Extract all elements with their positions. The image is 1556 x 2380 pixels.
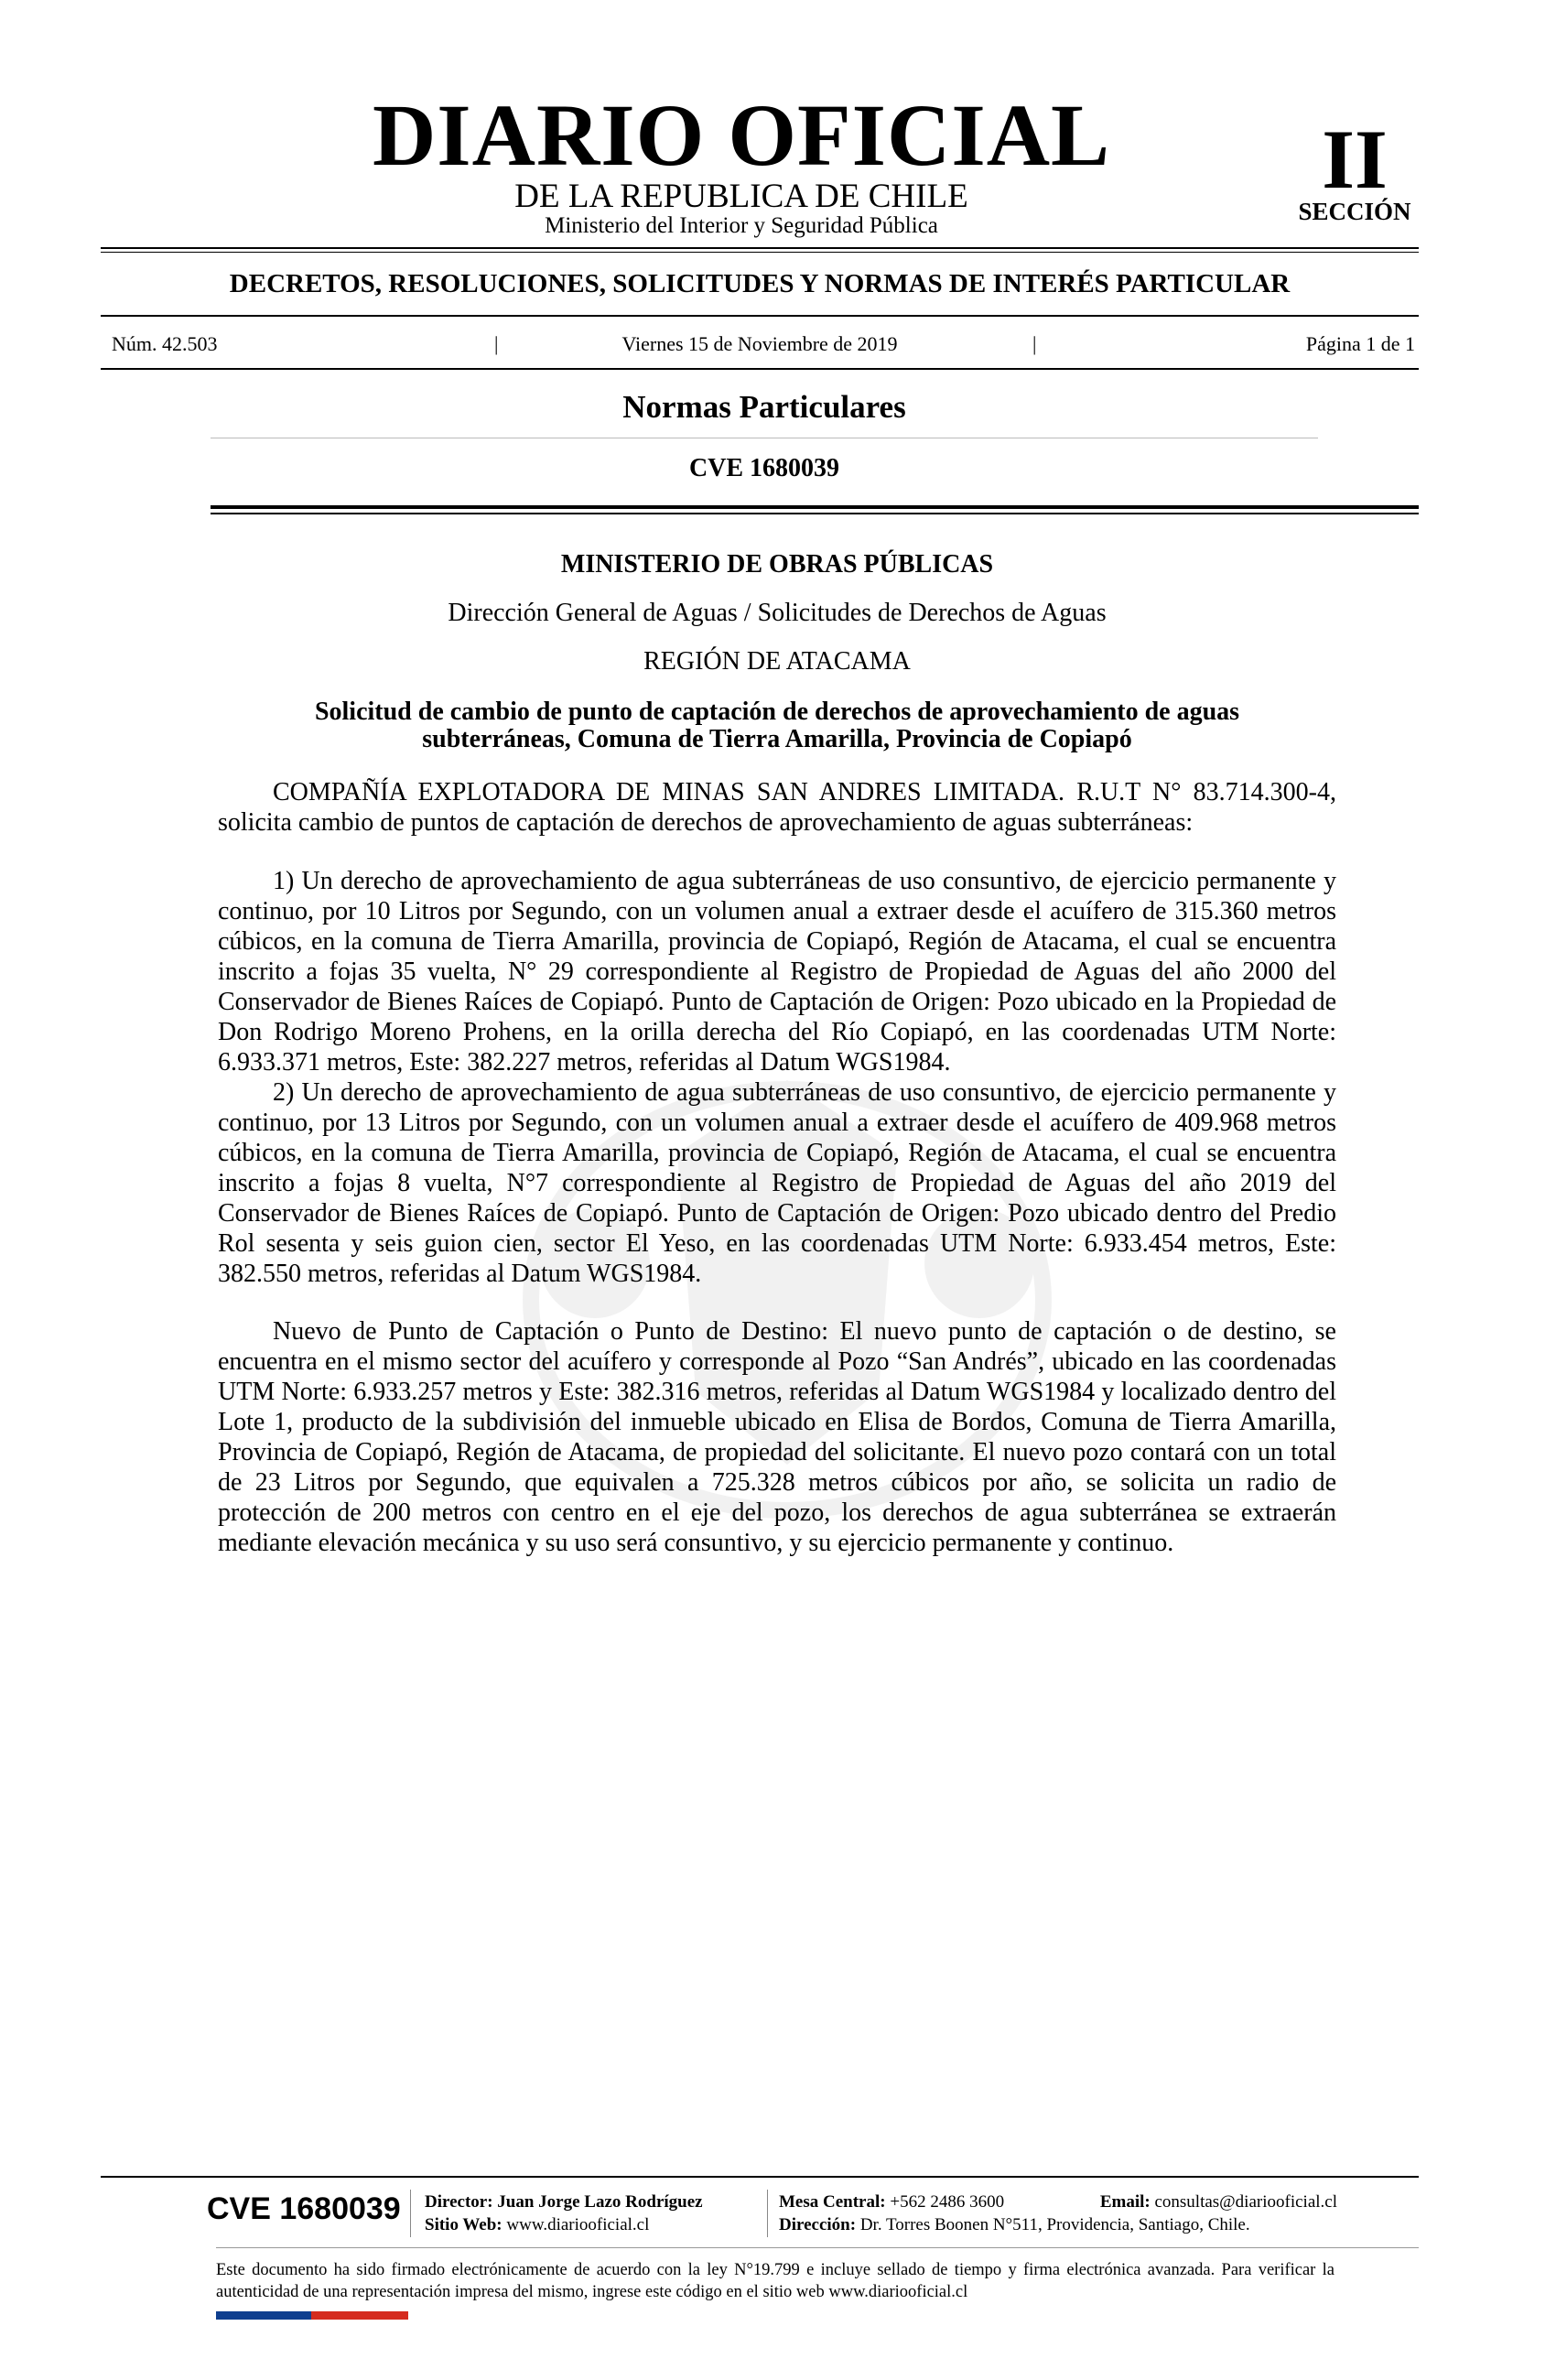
email-label: Email:	[1099, 2192, 1151, 2212]
flag-stripe-blue	[216, 2311, 311, 2320]
thick-rule	[211, 505, 1419, 509]
issue-date: Viernes 15 de Noviembre de 2019	[621, 332, 898, 355]
phone-number: +562 2486 3600	[890, 2192, 1005, 2212]
document-ministry: MINISTERIO DE OBRAS PÚBLICAS	[560, 550, 994, 579]
footer-note-rule	[216, 2247, 1419, 2248]
address-text: Dr. Torres Boonen N°511, Providencia, Santiago, Chile.	[859, 2215, 1250, 2234]
footer-cve: CVE 1680039	[207, 2191, 401, 2226]
meta-separator-left: |	[494, 332, 499, 355]
publisher-ministry: Ministerio del Interior y Seguridad Pública	[545, 213, 938, 238]
signature-notice: Este documento ha sido firmado electrónicamente de acuerdo con la ley N°19.799 e incluye sellado de tiempo y firma electrónica avanzada. Para verificar la autenticidad de una representación impresa del mismo, ingrese este código en el sitio web www.diariooficial.cl	[216, 2261, 1334, 2301]
meta-rule	[101, 368, 1419, 370]
band-rule	[101, 315, 1419, 317]
flag-stripe-red	[311, 2311, 408, 2320]
document-title: Solicitud de cambio de punto de captación de derechos de aprovechamiento de aguas subterráneas, Comuna de Tierra Amarilla, Provincia de Copiapó	[314, 698, 1240, 753]
header-rule-2	[101, 252, 1419, 253]
water-right-2: 2) Un derecho de aprovechamiento de agua subterráneas de uso consuntivo, de ejercicio permanente y continuo, por 13 Litros por Segundo, con un volumen anual a extraer desde el acuífero de 409.968 metros cúbicos, en la comuna de Tierra Amarilla, provincia de Copiapó, Región de Atacama, el cual se encuentra inscrito a fojas 8 vuelta, N°7 correspondiente al Registro de Propiedad de Aguas del año 2019 del Conservador de Bienes Raíces de Copiapó. Punto de Captación de Origen: Pozo ubicado dentro del Predio Rol sesenta y seis guion cien, sector El Yeso, en las coordenadas UTM Norte: 6.933.454 metros, Este: 382.550 metros, referidas al Datum WGS1984.	[218, 1078, 1336, 1288]
section-label: SECCIÓN	[1298, 198, 1411, 225]
footer-divider-2	[767, 2190, 768, 2237]
section-heading: Normas Particulares	[622, 389, 906, 425]
page-indicator: Página 1 de 1	[1305, 332, 1415, 355]
website-label: Sitio Web:	[425, 2215, 502, 2234]
footer-director-block	[425, 2191, 703, 2236]
director-label: Director:	[425, 2192, 493, 2212]
phone-label: Mesa Central:	[779, 2192, 886, 2212]
destination-paragraph: Nuevo de Punto de Captación o Punto de Destino: El nuevo punto de captación o de destino, se encuentra en el mismo sector del acuífero y corresponde al Pozo “San Andrés”, ubicado en las coordenadas UTM Norte: 6.933.257 metros y Este: 382.316 metros, referidas al Datum WGS1984 y localizado dentro del Lote 1, producto de la subdivisión del inmueble ubicado en Elisa de Bordos, Comuna de Tierra Amarilla, Provincia de Copiapó, Región de Atacama, de propiedad del solicitante. El nuevo pozo contará con un total de 23 Litros por Segundo, que equivalen a 725.328 metros cúbicos por año, se solicita un radio de protección de 200 metros con centro en el eje del pozo, los derechos de agua subterránea se extraerán mediante elevación mecánica y su uso será consuntivo, y su ejercicio permanente y continuo.	[218, 1317, 1336, 1557]
footer-divider-1	[410, 2190, 411, 2237]
water-right-1: 1) Un derecho de aprovechamiento de agua subterráneas de uso consuntivo, de ejercicio permanente y continuo, por 10 Litros por Segundo, con un volumen anual a extraer desde el acuífero de 315.360 metros cúbicos, en la comuna de Tierra Amarilla, provincia de Copiapó, Región de Atacama, el cual se encuentra inscrito a fojas 35 vuelta, N° 29 correspondiente al Registro de Propiedad de Aguas del año 2000 del Conservador de Bienes Raíces de Copiapó. Punto de Captación de Origen: Pozo ubicado en la Propiedad de Don Rodrigo Moreno Prohens, en la orilla derecha del Río Copiapó, en las coordenadas UTM Norte: 6.933.371 metros, Este: 382.227 metros, referidas al Datum WGS1984.	[218, 867, 1336, 1076]
email-link[interactable]: consultas@diariooficial.cl	[1154, 2192, 1337, 2212]
issue-number: Núm. 42.503	[112, 332, 218, 355]
footer-contact-block	[779, 2191, 1337, 2236]
section-band-title: DECRETOS, RESOLUCIONES, SOLICITUDES Y NORMAS DE INTERÉS PARTICULAR	[229, 269, 1291, 298]
newspaper-title: DIARIO OFICIAL	[372, 86, 1111, 184]
newspaper-subtitle: DE LA REPUBLICA DE CHILE	[514, 178, 968, 215]
director-name: Juan Jorge Lazo Rodríguez	[497, 2192, 703, 2212]
address-label: Dirección:	[779, 2215, 857, 2234]
footer-rule	[101, 2176, 1419, 2178]
header-rule-1	[101, 247, 1419, 249]
document-body	[218, 549, 1336, 1558]
meta-separator-right: |	[1032, 332, 1037, 355]
document-directorate: Dirección General de Aguas / Solicitudes de Derechos de Aguas	[448, 599, 1107, 627]
document-intro: COMPAÑÍA EXPLOTADORA DE MINAS SAN ANDRES LIMITADA. R.U.T N° 83.714.300-4, solicita cambio de puntos de captación de derechos de aprovechamiento de aguas subterráneas:	[218, 778, 1336, 837]
website-link[interactable]: www.diariooficial.cl	[506, 2215, 650, 2234]
cve-code: CVE 1680039	[688, 454, 840, 482]
document-region: REGIÓN DE ATACAMA	[643, 647, 911, 676]
section-number: II	[1322, 113, 1388, 206]
thin-rule	[211, 513, 1419, 514]
